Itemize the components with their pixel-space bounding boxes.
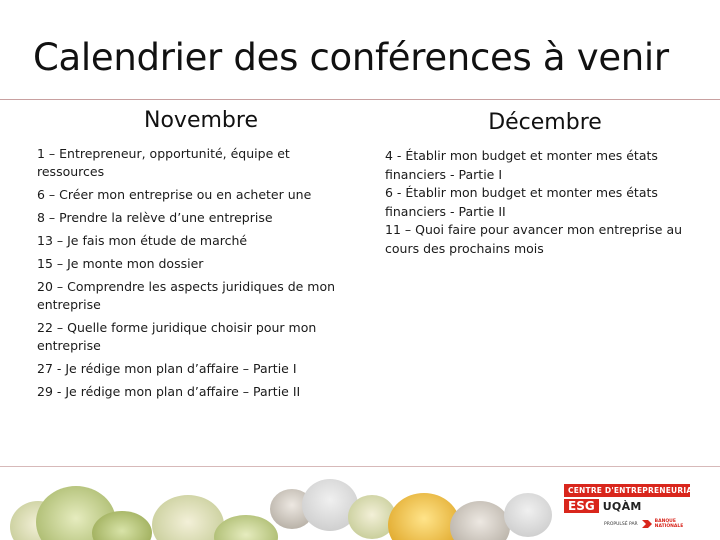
conference-item bbox=[37, 383, 357, 401]
conference-date: 29 - bbox=[37, 384, 62, 399]
conference-title: Je rédige mon plan d’affaire – Partie II bbox=[61, 384, 301, 399]
bank-name: BANQUE NATIONALE bbox=[654, 519, 684, 529]
conference-item bbox=[37, 278, 357, 314]
december-list bbox=[385, 147, 705, 258]
conference-item bbox=[37, 319, 357, 355]
conference-date: 6 – bbox=[37, 187, 56, 202]
november-heading: Novembre bbox=[144, 108, 258, 133]
conference-item bbox=[385, 221, 705, 258]
conference-title: Je fais mon étude de marché bbox=[63, 233, 248, 248]
conference-title: Établir mon budget et monter mes états financiers - Partie II bbox=[385, 185, 658, 219]
logo-uqam: UQÀM bbox=[602, 499, 642, 513]
conference-date: 6 - bbox=[385, 185, 402, 200]
bank-flag-icon bbox=[642, 520, 652, 528]
conference-item bbox=[37, 186, 357, 204]
conference-item bbox=[37, 145, 357, 181]
conference-date: 4 - bbox=[385, 148, 402, 163]
conference-date: 1 – bbox=[37, 146, 56, 161]
conference-item bbox=[37, 360, 357, 378]
december-column bbox=[385, 108, 705, 258]
logo-esg: ESG bbox=[564, 499, 599, 513]
conference-item bbox=[37, 255, 357, 273]
november-column bbox=[37, 108, 357, 406]
logo-mid bbox=[564, 499, 690, 513]
conference-title: Je monte mon dossier bbox=[63, 256, 204, 271]
conference-date: 13 – bbox=[37, 233, 64, 248]
conference-title: Établir mon budget et monter mes états financiers - Partie I bbox=[385, 148, 658, 182]
conference-date: 27 - bbox=[37, 361, 62, 376]
centre-entrepreneuriat-logo bbox=[564, 484, 698, 529]
conference-item bbox=[385, 147, 705, 184]
conference-date: 11 – bbox=[385, 222, 412, 237]
conference-item bbox=[385, 184, 705, 221]
conference-date: 22 – bbox=[37, 320, 64, 335]
slide-title: Calendrier des conférences à venir bbox=[33, 36, 669, 79]
conference-title: Quelle forme juridique choisir pour mon entreprise bbox=[37, 320, 317, 353]
logo-banner: CENTRE D'ENTREPRENEURIAT bbox=[564, 484, 690, 497]
november-list bbox=[37, 145, 357, 401]
conference-date: 15 – bbox=[37, 256, 64, 271]
conference-title: Entrepreneur, opportunité, équipe et ressources bbox=[37, 146, 290, 179]
conference-title: Je rédige mon plan d’affaire – Partie I bbox=[61, 361, 297, 376]
conference-item bbox=[37, 232, 357, 250]
logo-partner bbox=[604, 519, 690, 529]
conference-item bbox=[37, 209, 357, 227]
conference-title: Créer mon entreprise ou en acheter une bbox=[55, 187, 312, 202]
title-rule bbox=[0, 99, 720, 100]
conference-title: Quoi faire pour avancer mon entreprise au cours des prochains mois bbox=[385, 222, 683, 256]
conference-title: Comprendre les aspects juridiques de mon entreprise bbox=[37, 279, 336, 312]
conference-date: 20 – bbox=[37, 279, 64, 294]
conference-title: Prendre la relève d’une entreprise bbox=[55, 210, 273, 225]
conference-date: 8 – bbox=[37, 210, 56, 225]
december-heading: Décembre bbox=[488, 110, 602, 135]
partner-label: PROPULSÉ PAR bbox=[604, 521, 638, 527]
